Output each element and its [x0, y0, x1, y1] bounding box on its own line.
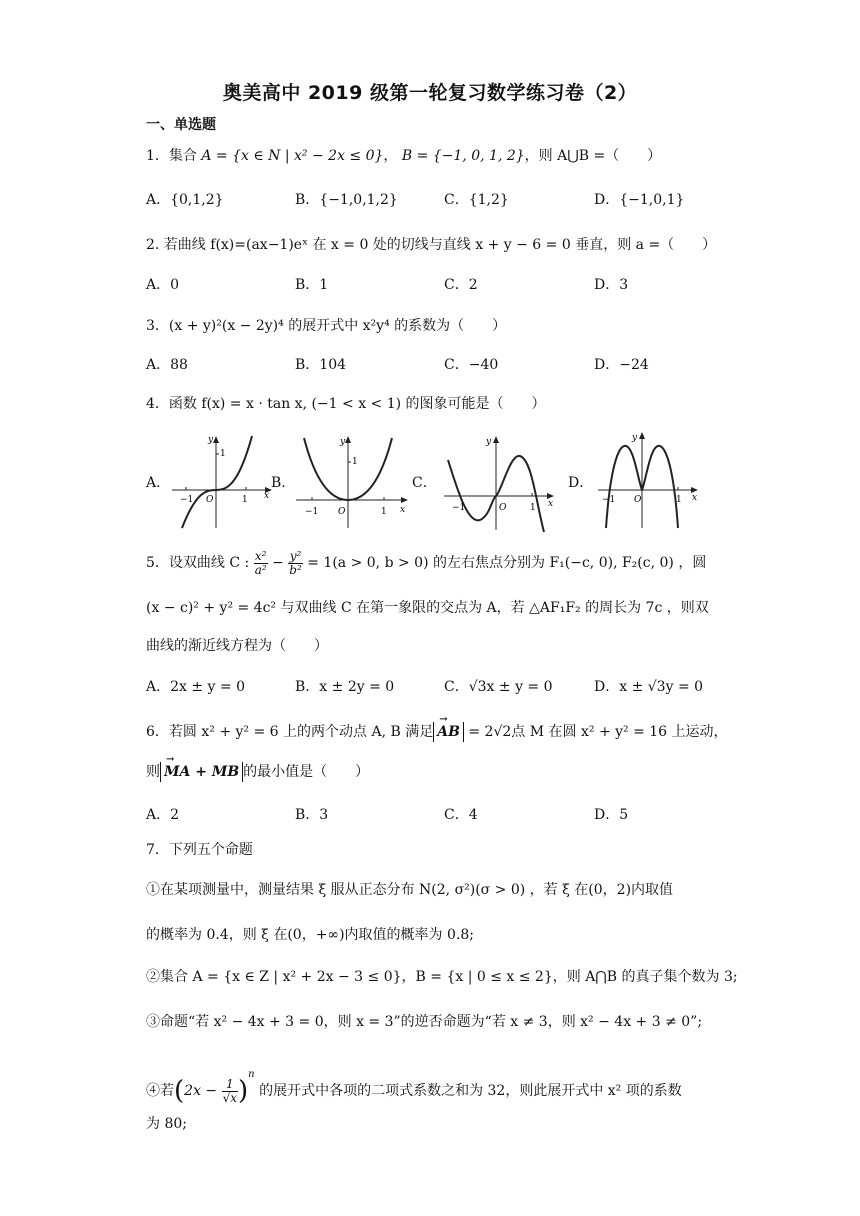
question-5-line-2: (x − c)² + y² = 4c² 与双曲线 C 在第一象限的交点为 A，若 △AF₁F₂ 的周长为 7c ，则双	[146, 600, 709, 616]
q2-option-d: D．3	[594, 277, 629, 293]
q4-option-c-label: C．	[412, 475, 437, 491]
q2-option-a: A．0	[146, 277, 180, 293]
question-5-line-3: 曲线的渐近线方程为（ ）	[146, 638, 328, 654]
question-2-stem: 2. 若曲线 f(x)=(ax−1)eˣ 在 x = 0 处的切线与直线 x + y − 6 = 0 垂直，则 a =（ ）	[146, 237, 717, 253]
svg-text:−1: −1	[452, 503, 466, 513]
q5-option-d: D．x ± √3y = 0	[594, 679, 704, 695]
svg-text:x: x	[548, 499, 554, 509]
q4-option-b-label: B.	[271, 475, 286, 491]
svg-text:1: 1	[530, 503, 536, 513]
graph-option-a	[168, 432, 276, 532]
proposition-1-line-1: ①在某项测量中，测量结果 ξ 服从正态分布 N(2, σ²)(σ > 0) ，若 ξ 在(0，2)内取值	[146, 882, 674, 898]
q3-option-a: A．88	[146, 357, 188, 373]
svg-text:x: x	[400, 505, 406, 515]
q3-option-d: D．−24	[594, 357, 649, 373]
q2-option-b: B．1	[295, 277, 329, 293]
proposition-1-line-2: 的概率为 0.4，则 ξ 在(0，+∞)内取值的概率为 0.8;	[146, 927, 474, 943]
graph-option-d	[594, 430, 704, 534]
question-6-line-2: 则→ MA + MB 的最小值是（ ）	[146, 762, 369, 782]
fraction-y2-over-b2: $\frac{\text{y²}}{\text{b²}}$	[289, 548, 302, 577]
svg-text:1: 1	[220, 449, 226, 459]
proposition-3: ③命题“若 x² − 4x + 3 = 0，则 x = 3”的逆否命题为“若 x ≠ 3，则 x² − 4x + 3 ≠ 0”;	[146, 1014, 703, 1030]
set-a-definition: A = {x ∈ N | x² − 2x ≤ 0}	[201, 148, 384, 164]
q3-option-c: C．−40	[444, 357, 499, 373]
svg-text:y: y	[486, 437, 492, 447]
q6-option-b: B．3	[295, 807, 329, 823]
proposition-2: ②集合 A = {x ∈ Z | x² + 2x − 3 ≤ 0}，B = {x | 0 ≤ x ≤ 2}，则 A⋂B 的真子集个数为 3;	[146, 969, 738, 985]
page-title: 奥美高中 2019 级第一轮复习数学练习卷（2）	[222, 82, 638, 104]
svg-text:x: x	[692, 493, 698, 503]
svg-text:1: 1	[352, 457, 358, 467]
svg-text:y: y	[208, 435, 214, 445]
question-6-line-1: 6．若圆 x² + y² = 6 上的两个动点 A, B 满足→ AB = 2√2点 M 在圆 x² + y² = 16 上运动，	[146, 722, 728, 742]
proposition-4-line-2: 为 80;	[146, 1116, 187, 1132]
svg-text:1: 1	[676, 495, 682, 505]
svg-text:x: x	[264, 491, 270, 501]
q6-option-c: C．4	[444, 807, 478, 823]
proposition-4-line-1: ④若(2x − $\frac{1}{√x}$ )$^n$ 的展开式中各项的二项式系数之和为 32，则此展开式中 x² 项的系数	[146, 1069, 682, 1106]
vector-ma-plus-mb-magnitude: → MA + MB	[160, 762, 243, 782]
q6-option-d: D．5	[594, 807, 629, 823]
svg-text:O: O	[338, 507, 346, 517]
question-1-stem: 1．集合 A = {x ∈ N | x² − 2x ≤ 0}， B = {−1, 0, 1, 2}，则 A⋃B =（ ）	[146, 148, 662, 164]
question-5-line-1: 5．设双曲线 C : $\frac{\text{x²}}{\text{a²}}$ − $\frac{\text{y²}}{\text{b²}}$ = 1(a > 0, b > 0) 的左右焦点分别为 F₁(−c, 0), F₂(c, 0) ，圆	[146, 548, 707, 577]
q1-option-b: B．{−1,0,1,2}	[295, 192, 398, 208]
svg-text:−1: −1	[305, 507, 319, 517]
vector-ab-magnitude: → AB	[433, 722, 464, 742]
q1-option-c: C．{1,2}	[444, 192, 509, 208]
svg-text:y: y	[340, 437, 346, 447]
question-4-stem: 4．函数 f(x) = x · tan x, (−1 < x < 1) 的图象可能是（ ）	[146, 396, 546, 412]
q1-option-a: A．{0,1,2}	[146, 192, 224, 208]
svg-text:−1: −1	[180, 495, 194, 505]
svg-text:O: O	[206, 495, 214, 505]
set-b-definition: B = {−1, 0, 1, 2}	[401, 148, 525, 164]
q5-option-a: A．2x ± y = 0	[146, 679, 245, 695]
question-3-stem: 3．(x + y)²(x − 2y)⁴ 的展开式中 x²y⁴ 的系数为（ ）	[146, 318, 507, 334]
fraction-1-over-sqrt-x: $\frac{1}{√x}$	[222, 1076, 238, 1105]
fraction-x2-over-a2: $\frac{\text{x²}}{\text{a²}}$	[254, 548, 267, 577]
q5-option-c: C．√3x ± y = 0	[444, 679, 553, 695]
svg-text:−1: −1	[602, 495, 616, 505]
q5-option-b: B．x ± 2y = 0	[295, 679, 395, 695]
q6-option-a: A．2	[146, 807, 180, 823]
graph-option-c	[440, 432, 560, 536]
q4-option-a-label: A．	[146, 475, 171, 491]
svg-text:y: y	[632, 433, 638, 443]
section-heading: 一、单选题	[146, 117, 216, 133]
svg-text:O: O	[634, 495, 642, 505]
q1-option-d: D．{−1,0,1}	[594, 192, 685, 208]
graph-option-b	[292, 434, 412, 534]
q3-option-b: B．104	[295, 357, 347, 373]
svg-text:1: 1	[381, 507, 387, 517]
q4-option-d-label: D．	[568, 475, 594, 491]
svg-text:1: 1	[242, 495, 248, 505]
question-7-stem: 7．下列五个命题	[146, 842, 253, 858]
q2-option-c: C．2	[444, 277, 478, 293]
svg-text:O: O	[499, 503, 507, 513]
